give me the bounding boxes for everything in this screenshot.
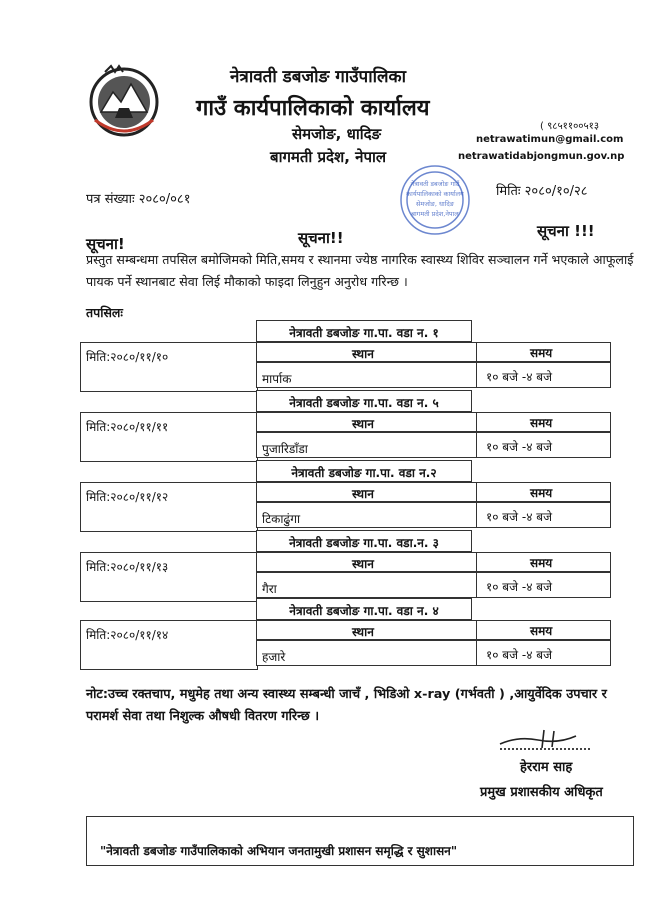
- place-value: गैरा: [262, 582, 277, 596]
- stamp-line-4: बागमती प्रदेश,नेपाल: [411, 210, 459, 218]
- ward-title: नेत्रावती डबजोङ गा.पा. वडा न. ५: [289, 396, 439, 410]
- time-header: समय: [530, 486, 553, 500]
- schedule-date: मिति:२०८०/११/११: [86, 420, 169, 434]
- time-value: १० बजे -४ बजे: [486, 648, 553, 662]
- email-address: netrawatimun@gmail.com: [476, 134, 624, 145]
- place-header: स्थान: [352, 557, 374, 571]
- signature-icon: [498, 728, 578, 750]
- signatory-name: हेरराम साह: [520, 760, 573, 775]
- time-value: १० बजे -४ बजे: [486, 370, 553, 384]
- time-header: समय: [530, 624, 553, 638]
- note-text: नोट:उच्च रक्तचाप, मधुमेह तथा अन्य स्वास्थ्य सम्बन्धी जाचँ , भिडिओ x-ray (गर्भवती ) ,आयुर्वेदिक उपचार र परामर्श सेवा तथा निशुल्क औषधी वितरण गरिन्छ ।: [86, 687, 607, 724]
- reference-number: पत्र संख्याः २०८०/०८१: [86, 192, 191, 207]
- stamp-line-3: सेमजोङ, धादिङ: [415, 200, 455, 208]
- signatory-title: प्रमुख प्रशासकीय अधिकृत: [480, 785, 603, 800]
- nepal-emblem-icon: [85, 62, 163, 140]
- address-line-1: सेमजोङ, धादिङ: [292, 125, 382, 143]
- website-url: netrawatidabjongmun.gov.np: [458, 151, 625, 162]
- schedule-date: मिति:२०८०/११/१४: [86, 628, 169, 642]
- place-header: स्थान: [352, 487, 374, 501]
- place-value: हजारे: [262, 650, 286, 664]
- place-header: स्थान: [352, 417, 374, 431]
- ward-title: नेत्रावती डबजोङ गा.पा. वडा न. १: [289, 326, 439, 340]
- office-name: गाउँ कार्यपालिकाको कार्यालय: [196, 96, 430, 121]
- place-value: पुजारिडाँडा: [262, 442, 308, 456]
- time-header: समय: [530, 556, 553, 570]
- schedule-date: मिति:२०८०/११/१३: [86, 560, 169, 574]
- letter-date: मितिः २०८०/१०/२८: [496, 184, 588, 199]
- schedule-label: तपसिलः: [86, 305, 123, 320]
- time-header: समय: [530, 416, 553, 430]
- place-value: मार्पाक: [262, 372, 292, 386]
- ward-title: नेत्रावती डबजोङ गा.पा. वडा न.२: [291, 466, 437, 480]
- schedule-date: मिति:२०८०/११/१२: [86, 490, 169, 504]
- time-value: १० बजे -४ बजे: [486, 440, 553, 454]
- address-line-2: बागमती प्रदेश, नेपाल: [270, 148, 387, 166]
- phone-number: ( ९८५११००५१३: [540, 121, 600, 132]
- notice-heading-2: सूचना!!: [298, 229, 344, 247]
- notice-heading-1: सूचना!: [86, 235, 125, 253]
- signature-line: [500, 748, 590, 750]
- notice-heading-3: सूचना !!!: [537, 222, 595, 240]
- municipality-name: नेत्रावती डबजोङ गाउँपालिका: [230, 67, 406, 87]
- schedule-date: मिति:२०८०/११/१०: [86, 350, 169, 364]
- ward-title: नेत्रावती डबजोङ गा.पा. वडा.न. ३: [289, 536, 439, 550]
- office-stamp-icon: [380, 160, 490, 240]
- stamp-line-1: नेत्रावती डबजोङ गाउँ: [410, 180, 460, 188]
- ward-title: नेत्रावती डबजोङ गा.पा. वडा न. ४: [289, 604, 439, 618]
- place-header: स्थान: [352, 625, 374, 639]
- time-header: समय: [530, 346, 553, 360]
- notice-body: प्रस्तुत सम्बन्धमा तपसिल बमोजिमको मिति,समय र स्थानमा ज्येष्ठ नागरिक स्वास्थ्य शिविर सञ्चालन गर्ने भएकाले आफूलाई पायक पर्ने स्थानबाट सेवा लिई मौकाको फाइदा लिनुहुन अनुरोध गरिन्छ ।: [86, 252, 634, 289]
- stamp-line-2: कार्यपालिकाको कार्यालय: [406, 190, 464, 198]
- place-header: स्थान: [352, 347, 374, 361]
- time-value: १० बजे -४ बजे: [486, 510, 553, 524]
- place-value: टिकाढुंगा: [262, 512, 301, 526]
- slogan-text: "नेत्रावती डबजोङ गाउँपालिकाको अभियान जनतामुखी प्रशासन समृद्धि र सुशासन": [100, 844, 458, 858]
- time-value: १० बजे -४ बजे: [486, 580, 553, 594]
